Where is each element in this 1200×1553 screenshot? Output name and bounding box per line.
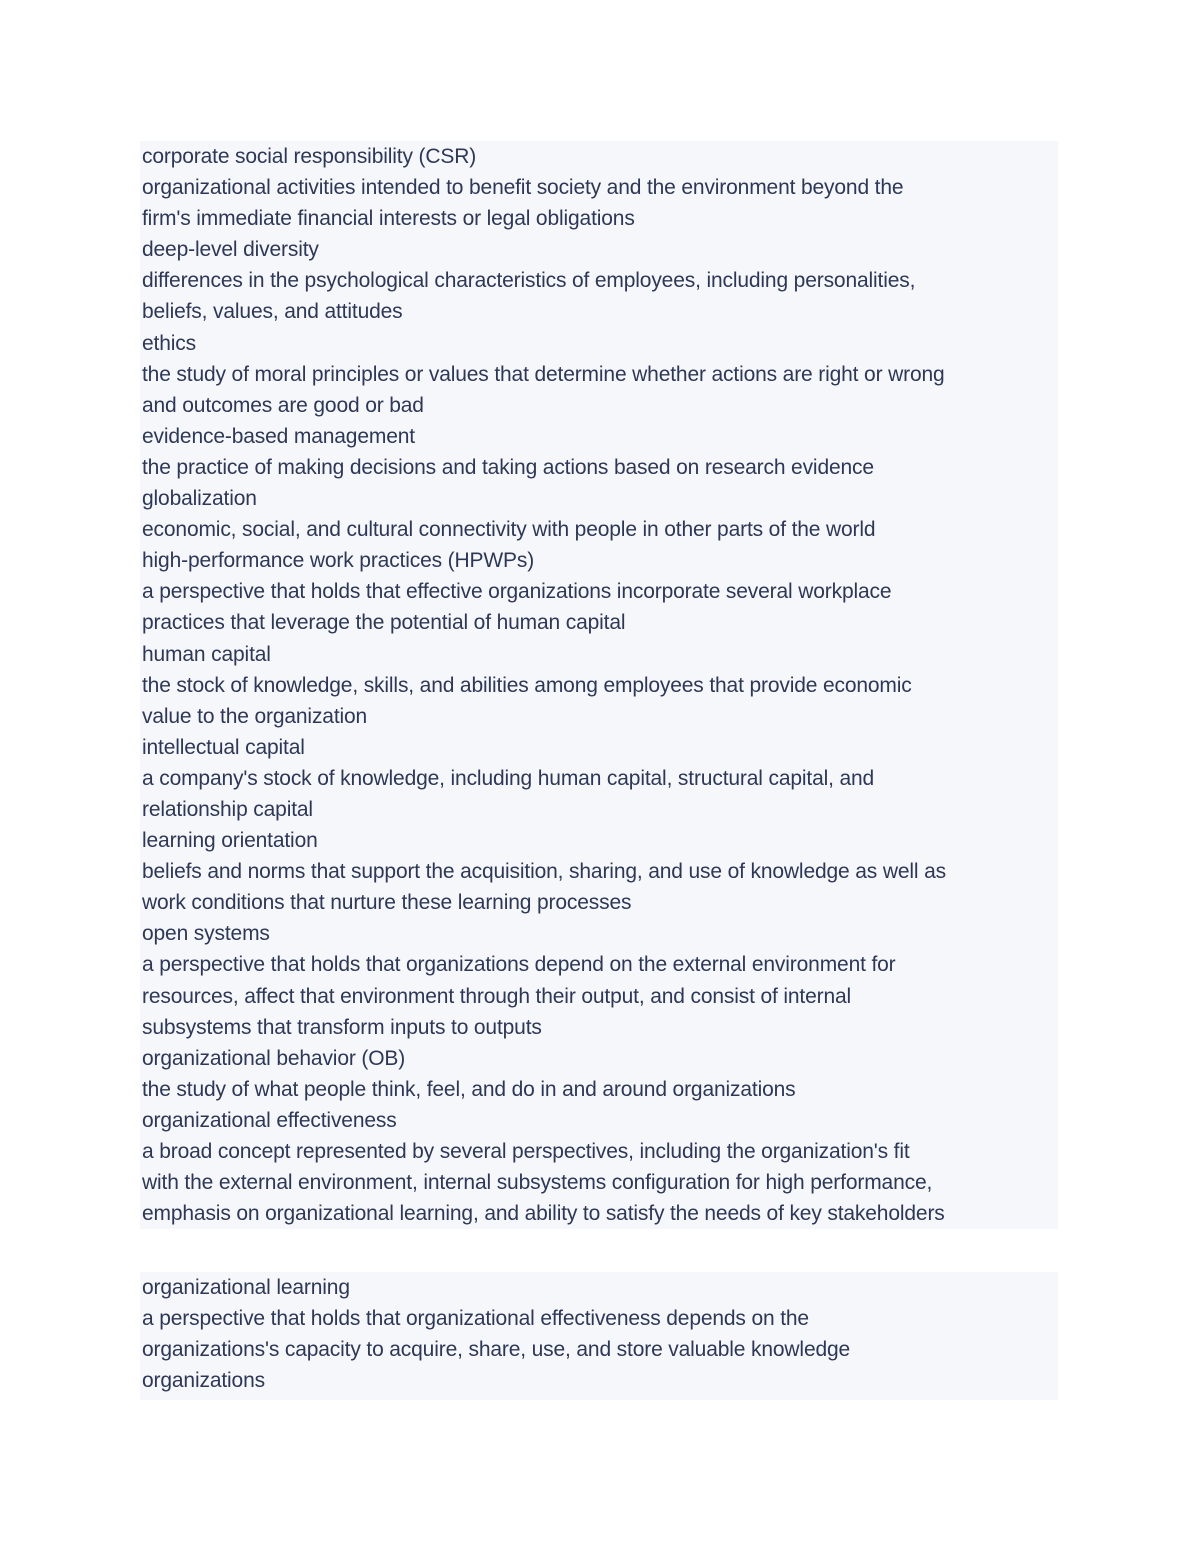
term-line: organizational behavior (OB) [142,1046,406,1070]
term-line: evidence-based management [142,424,415,448]
definition-line: the study of moral principles or values that determine whether actions are right or wrong [142,362,945,386]
definition-line: work conditions that nurture these learning processes [142,891,632,915]
definition-line: a perspective that holds that effective organizations incorporate several workplace [142,580,892,604]
term-line: organizational effectiveness [142,1108,397,1132]
term-line: ethics [142,331,196,355]
definition-line: value to the organization [142,704,368,728]
glossary-block-main [140,141,1058,1229]
definition-line: differences in the psychological characteristics of employees, including personalities, [142,269,916,293]
definition-line: practices that leverage the potential of human capital [142,611,626,635]
definition-line: economic, social, and cultural connectivity with people in other parts of the world [142,518,876,542]
term-line: intellectual capital [142,735,305,759]
definition-line: emphasis on organizational learning, and ability to satisfy the needs of key stakeholders [142,1202,945,1226]
term-line: deep-level diversity [142,238,319,262]
term-line: human capital [142,642,271,666]
definition-line: a company's stock of knowledge, including human capital, structural capital, and [142,766,875,790]
term-line: open systems [142,922,270,946]
definition-line: the study of what people think, feel, and do in and around organizations [142,1077,796,1101]
definition-line: beliefs, values, and attitudes [142,300,403,324]
term-line: corporate social responsibility (CSR) [142,145,477,168]
definition-line: and outcomes are good or bad [142,393,424,417]
definition-line: resources, affect that environment through their output, and consist of internal [142,984,852,1008]
definition-line: a perspective that holds that organizations depend on the external environment for [142,953,896,977]
definition-line: a broad concept represented by several perspectives, including the organization's fit [142,1140,910,1163]
definition-line: beliefs and norms that support the acquisition, sharing, and use of knowledge as well as [142,860,946,884]
definition-line: the practice of making decisions and taking actions based on research evidence [142,455,874,479]
definition-line: the stock of knowledge, skills, and abilities among employees that provide economic [142,673,912,697]
definition-line: subsystems that transform inputs to outputs [142,1015,542,1039]
definition-line: firm's immediate financial interests or legal obligations [142,207,635,231]
term-line: organizational learning [142,1276,350,1299]
definition-line: organizations [142,1369,265,1393]
glossary-block-tail [140,1272,1058,1400]
definition-line: a perspective that holds that organizational effectiveness depends on the [142,1307,809,1331]
term-line: learning orientation [142,829,318,853]
term-line: globalization [142,487,257,511]
definition-line: organizational activities intended to benefit society and the environment beyond the [142,176,904,200]
definition-line: organizations's capacity to acquire, share, use, and store valuable knowledge [142,1338,851,1362]
term-line: high-performance work practices (HPWPs) [142,549,535,573]
definition-line: with the external environment, internal subsystems configuration for high performance, [142,1171,933,1195]
definition-line: relationship capital [142,797,313,821]
